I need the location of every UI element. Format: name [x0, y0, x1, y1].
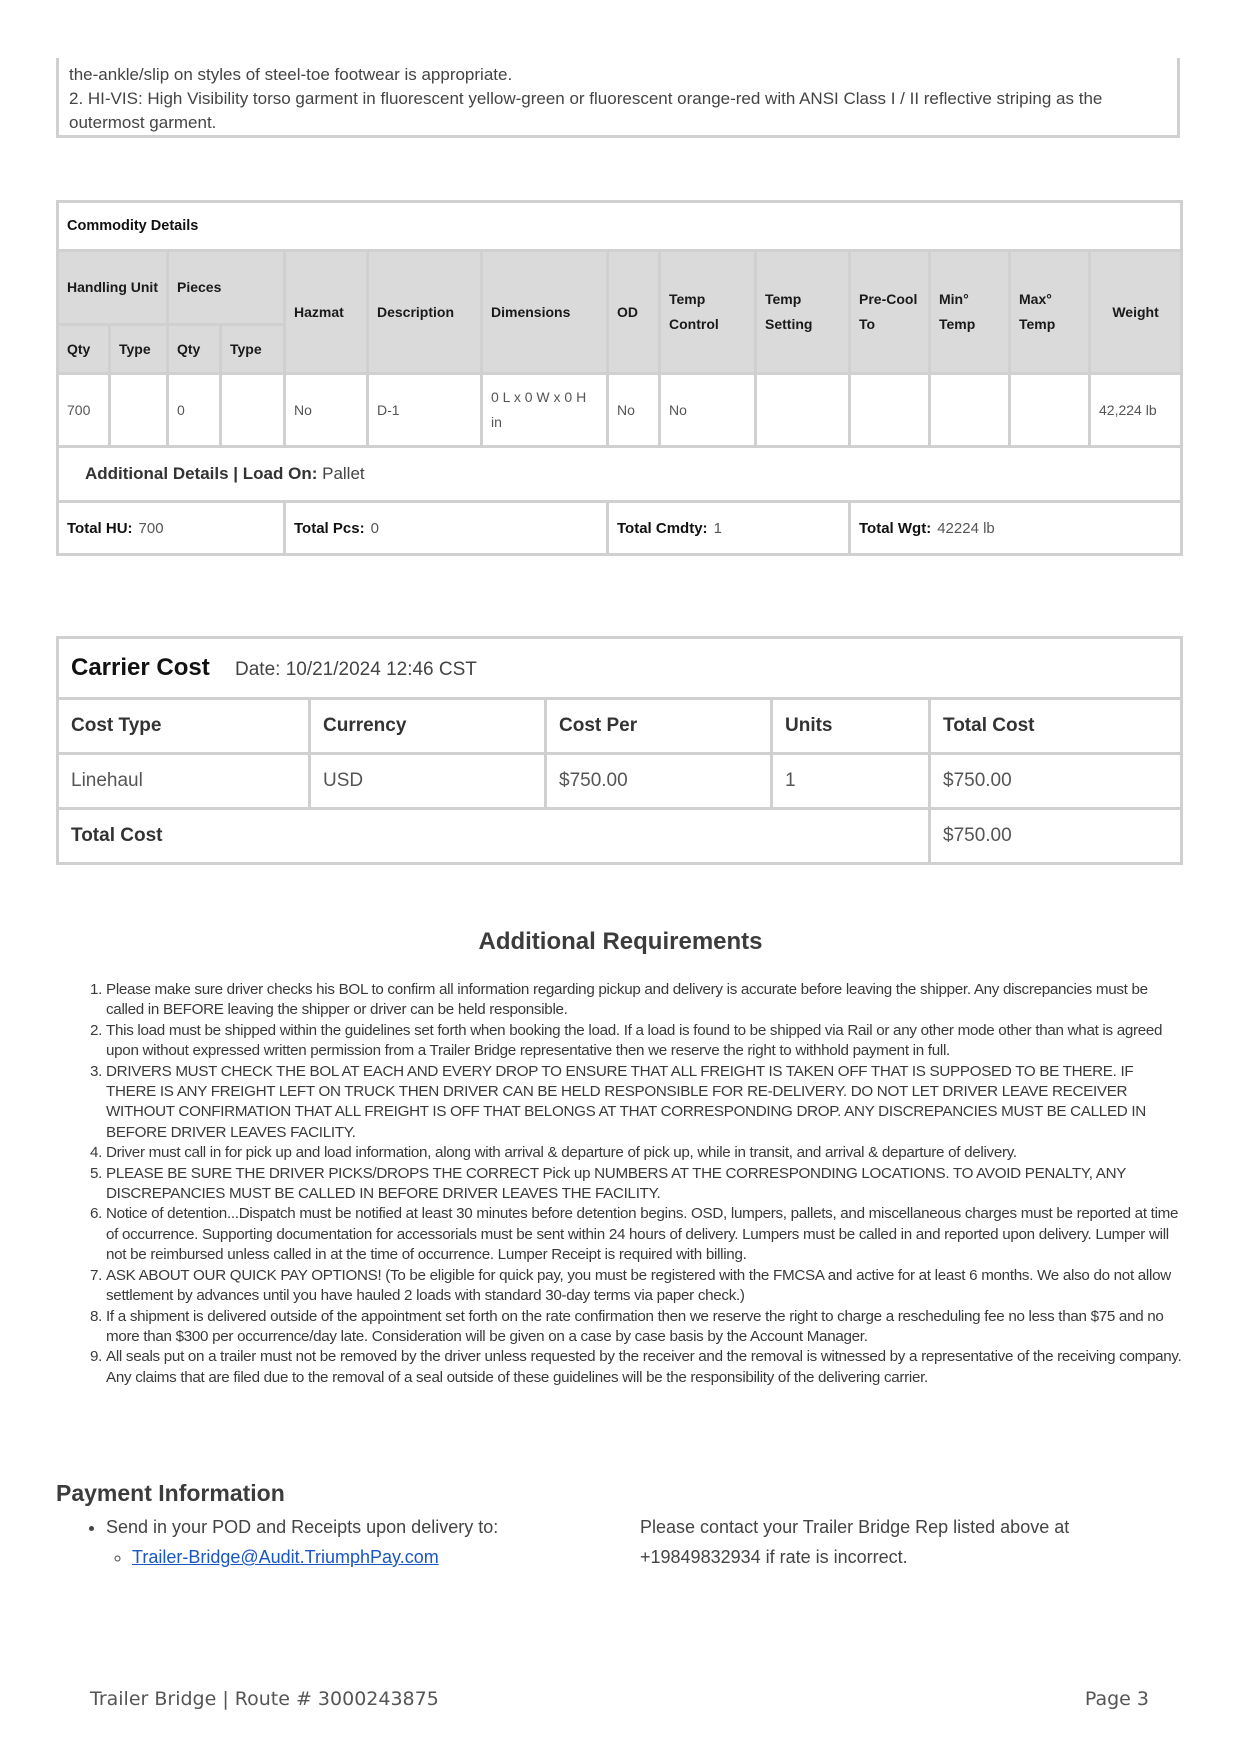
additional-details-label: Additional Details | Load On:	[85, 464, 318, 483]
col-handling-unit: Handling Unit	[58, 251, 168, 325]
max-temp-cell	[1010, 374, 1090, 447]
list-item: 8. If a shipment is delivered outside of the appointment set forth on the rate confirmation then we reserve the right to charge a rescheduling fee no less than $75 and no more than $300 per occurrence/day late. Consideration will be given on a case by case basis by the Account Manager.	[106, 1307, 1182, 1348]
col-weight: Weight	[1090, 251, 1182, 374]
payment-information-title: Payment Information	[56, 1480, 285, 1506]
safety-line-1: the-ankle/slip on styles of steel-toe footwear is appropriate.	[69, 65, 513, 84]
col-temp-setting: Temp Setting	[756, 251, 850, 374]
list-item: 2. This load must be shipped within the guidelines set forth when booking the load. If a load is found to be shipped via Rail or any other mode other than what is agreed upon without expressed written permission from a Trailer Bridge representative then we reserve the right to withhold payment in full.	[106, 1021, 1182, 1062]
list-item	[106, 1512, 498, 1572]
footer-route: Trailer Bridge | Route # 3000243875	[90, 1688, 439, 1710]
col-cost-type: Cost Type	[58, 699, 310, 754]
col-temp-control: Temp Control	[660, 251, 756, 374]
total-hu-value: 700	[138, 519, 164, 537]
list-item	[132, 1542, 498, 1572]
od-cell: No	[608, 374, 660, 447]
col-units: Units	[772, 699, 930, 754]
total-wgt-value: 42224 lb	[937, 519, 995, 537]
safety-requirements-box	[56, 58, 1180, 138]
total-hu-label: Total HU:	[67, 519, 133, 537]
total-cost-cell: $750.00	[930, 754, 1182, 809]
hu-qty-cell: 700	[58, 374, 110, 447]
payment-instructions	[82, 1512, 498, 1572]
list-item: 7. ASK ABOUT OUR QUICK PAY OPTIONS! (To be eligible for quick pay, you must be registered with the FMCSA and active for at least 6 months. We also do not allow settlement by advances until you have hauled 2 loads with standard 30-day terms via paper check.)	[106, 1266, 1182, 1307]
col-hu-type: Type	[110, 325, 168, 374]
weight-cell: 42,224 lb	[1090, 374, 1182, 447]
total-pcs	[285, 502, 608, 555]
audit-email-link[interactable]: Trailer-Bridge@Audit.TriumphPay.com	[132, 1547, 439, 1567]
table-row	[58, 754, 1182, 809]
rate-contact-note: Please contact your Trailer Bridge Rep listed above at +19849832934 if rate is incorrect.	[640, 1517, 1070, 1567]
total-cost-value: $750.00	[930, 809, 1182, 864]
pcs-type-cell	[221, 374, 285, 447]
currency-cell: USD	[310, 754, 546, 809]
safety-line-2: 2. HI-VIS: High Visibility torso garment in fluorescent yellow-green or fluorescent orange-red with ANSI Class I / II reflective striping as the outermost garment.	[69, 89, 1103, 132]
col-hu-qty: Qty	[58, 325, 110, 374]
min-temp-cell	[930, 374, 1010, 447]
commodity-details-title: Commodity Details	[58, 202, 1182, 251]
list-item: 6. Notice of detention...Dispatch must be notified at least 30 minutes before detention begins. OSD, lumpers, pallets, and miscellaneous charges must be reported at time of occurrence. Supporting documentation for accessorials must be sent within 24 hours of delivery. Lumpers must be called in and reported upon delivery. Lumper will not be reimbursed unless called in at the time of occurrence. Lumper Receipt is required with billing.	[106, 1204, 1182, 1265]
carrier-cost-title: Carrier Cost	[71, 654, 210, 681]
total-cost-label: Total Cost	[58, 809, 930, 864]
list-item: 9. All seals put on a trailer must not be removed by the driver unless requested by the receiver and the removal is witnessed by a representative of the receiving company. Any claims that are filed due to the removal of a seal outside of these guidelines will be the responsibility of the delivering carrier.	[106, 1347, 1182, 1388]
page-number: Page 3	[1084, 1688, 1149, 1710]
total-wgt-label: Total Wgt:	[859, 519, 932, 537]
col-total-cost: Total Cost	[930, 699, 1182, 754]
total-hu	[58, 502, 285, 555]
carrier-cost-date: Date: 10/21/2024 12:46 CST	[235, 659, 477, 680]
col-pieces: Pieces	[168, 251, 285, 325]
hu-type-cell	[110, 374, 168, 447]
list-item: 5. PLEASE BE SURE THE DRIVER PICKS/DROPS THE CORRECT Pick up NUMBERS AT THE CORRESPONDING LOCATIONS. TO AVOID PENALTY, ANY DISCREPANCIES MUST BE CALLED IN BEFORE DRIVER LEAVES THE FACILITY.	[106, 1164, 1182, 1205]
temp-setting-cell	[756, 374, 850, 447]
additional-details	[58, 447, 1182, 502]
list-item: 3. DRIVERS MUST CHECK THE BOL AT EACH AND EVERY DROP TO ENSURE THAT ALL FREIGHT IS TAKEN OFF THAT IS SUPPOSED TO BE THERE. IF THERE IS ANY FREIGHT LEFT ON TRUCK THEN DRIVER CAN BE HELD RESPONSIBLE FOR RE-DELIVERY. DO NOT LET DRIVER LEAVE RECEIVER WITHOUT CONFIRMATION THAT ALL FREIGHT IS OFF THAT BELONGS AT THAT CORRESPONDING DROP. ANY DISCREPANCIES MUST BE CALLED IN BEFORE DRIVER LEAVES FACILITY.	[106, 1062, 1182, 1144]
col-currency: Currency	[310, 699, 546, 754]
carrier-cost-caption	[58, 638, 1182, 699]
temp-control-cell: No	[660, 374, 756, 447]
table-row	[58, 374, 1182, 447]
col-od: OD	[608, 251, 660, 374]
col-hazmat: Hazmat	[285, 251, 368, 374]
col-max-temp: Max° Temp	[1010, 251, 1090, 374]
description-cell: D-1	[368, 374, 482, 447]
pcs-qty-cell: 0	[168, 374, 221, 447]
total-wgt	[850, 502, 1182, 555]
col-pcs-type: Type	[221, 325, 285, 374]
col-cost-per: Cost Per	[546, 699, 772, 754]
send-pod-text: Send in your POD and Receipts upon delivery to:	[106, 1517, 499, 1537]
col-description: Description	[368, 251, 482, 374]
col-pre-cool-to: Pre-Cool To	[850, 251, 930, 374]
cost-type-cell: Linehaul	[58, 754, 310, 809]
total-cmdty-label: Total Cmdty:	[617, 519, 708, 537]
col-pcs-qty: Qty	[168, 325, 221, 374]
total-pcs-value: 0	[370, 519, 379, 537]
carrier-cost-table	[56, 636, 1183, 865]
col-dimensions: Dimensions	[482, 251, 608, 374]
total-pcs-label: Total Pcs:	[294, 519, 365, 537]
list-item: 4. Driver must call in for pick up and load information, along with arrival & departure of pick up, while in transit, and arrival & departure of delivery.	[106, 1143, 1182, 1163]
requirements-list	[106, 980, 1182, 1388]
hazmat-cell: No	[285, 374, 368, 447]
col-min-temp: Min° Temp	[930, 251, 1010, 374]
dimensions-cell: 0 L x 0 W x 0 H in	[482, 374, 608, 447]
commodity-details-table	[56, 200, 1183, 556]
pre-cool-cell	[850, 374, 930, 447]
list-item: 1. Please make sure driver checks his BOL to confirm all information regarding pickup and delivery is accurate before leaving the shipper. Any discrepancies must be called in BEFORE leaving the shipper or driver can be held responsible.	[106, 980, 1182, 1021]
additional-requirements-title: Additional Requirements	[478, 928, 763, 955]
cost-per-cell: $750.00	[546, 754, 772, 809]
total-cmdty	[608, 502, 850, 555]
units-cell: 1	[772, 754, 930, 809]
total-cmdty-value: 1	[713, 519, 722, 537]
load-on-value: Pallet	[322, 464, 365, 483]
